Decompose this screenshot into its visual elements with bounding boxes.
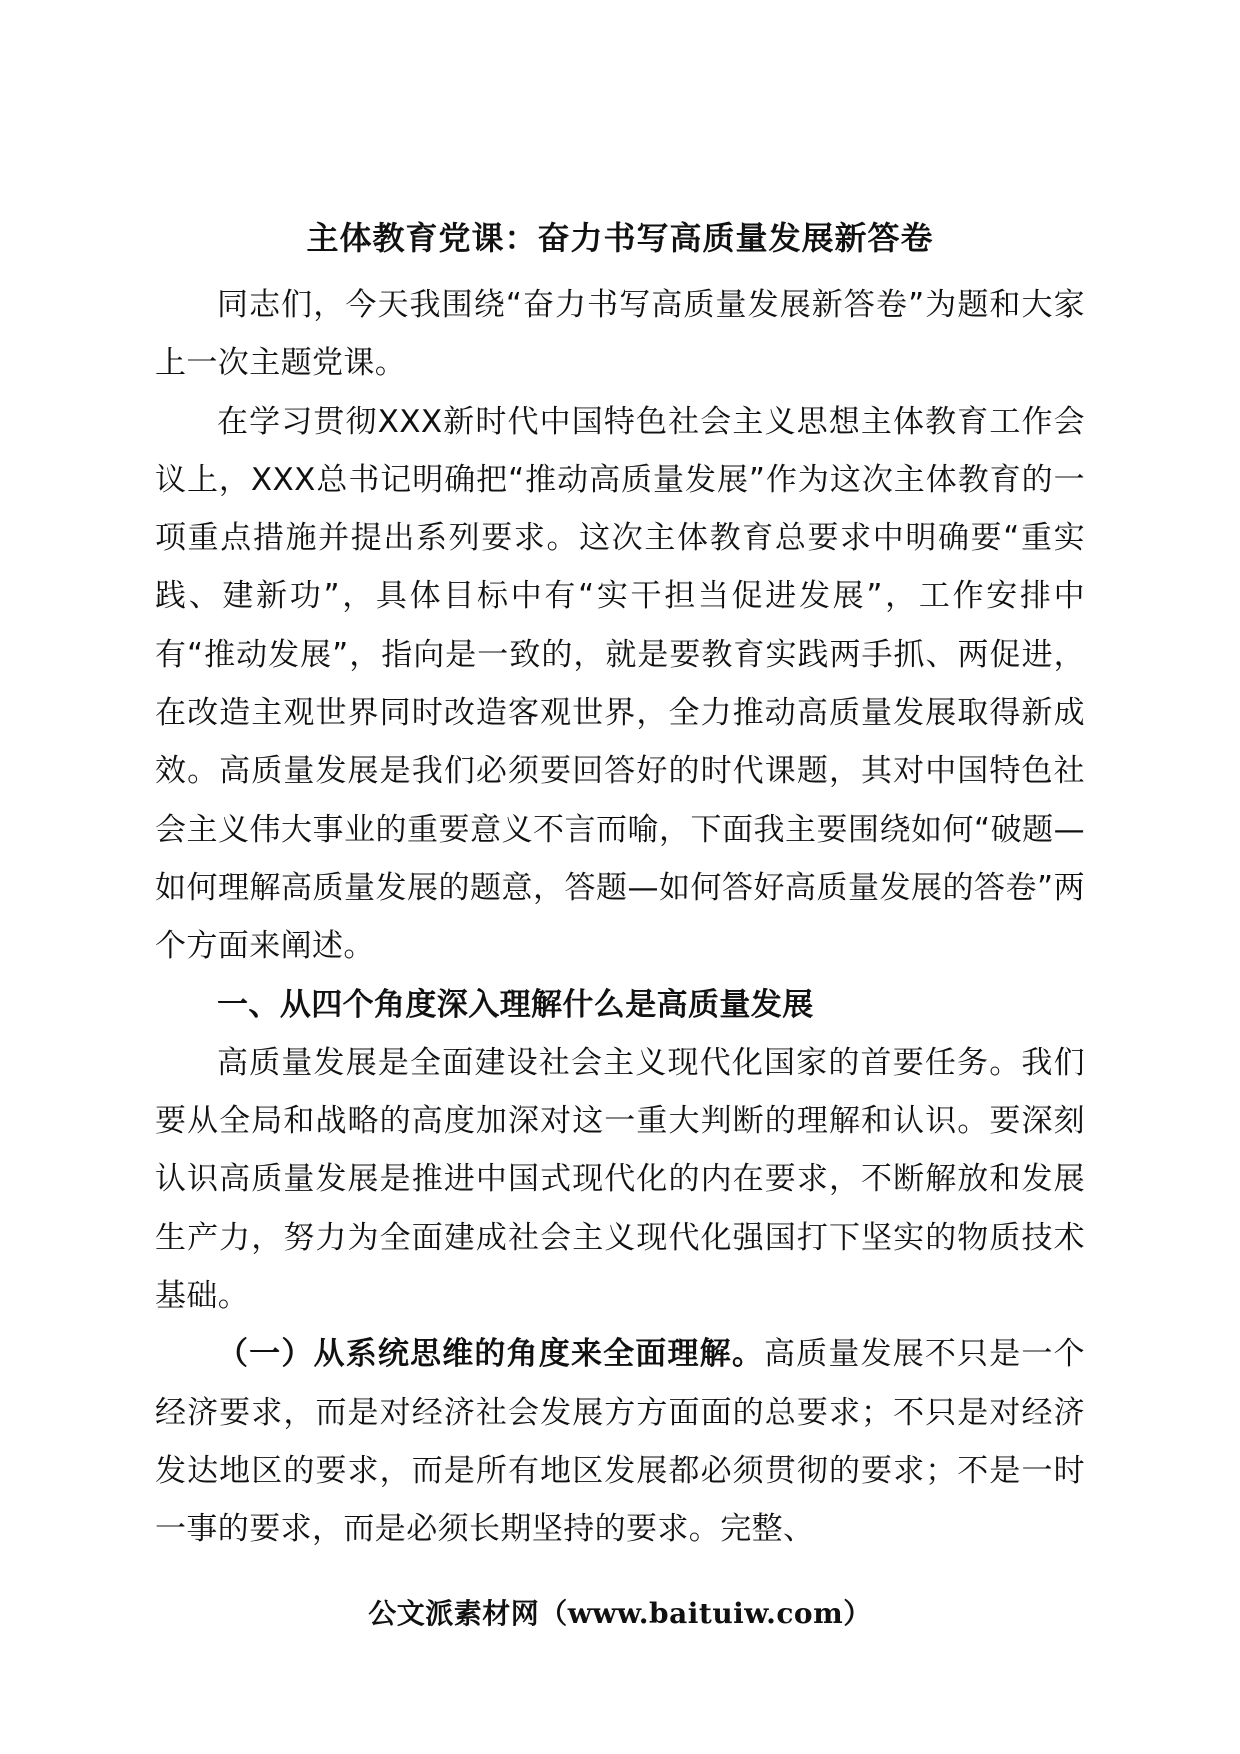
paragraph-opening: 同志们，今天我围绕“奋力书写高质量发展新答卷”为题和大家上一次主题党课。	[155, 287, 1085, 382]
paragraph-subsection-1	[155, 1325, 1085, 1558]
subsection-text: 高质量发展不只是一个经济要求，而是对经济社会发展方方面面的总要求；不只是对经济发达地区的要求，而是所有地区发展都必须贯彻的要求；不是一时一事的要求，而是必须长期坚持的要求。完整、	[155, 1336, 1085, 1548]
section-heading-1: 一、从四个角度深入理解什么是高质量发展	[217, 986, 814, 1023]
subsection-lead: （一）从系统思维的角度来全面理解。	[217, 1336, 764, 1373]
document-body	[155, 276, 1085, 1559]
paragraph-section-intro: 高质量发展是全面建设社会主义现代化国家的首要任务。我们要从全局和战略的高度加深对这一重大判断的理解和认识。要深刻认识高质量发展是推进中国式现代化的内在要求，不断解放和发展生产力，努力为全面建成社会主义现代化强国打下坚实的物质技术基础。	[155, 1044, 1085, 1315]
document-title: 主体教育党课：奋力书写高质量发展新答卷	[306, 219, 934, 257]
paragraph-context: 在学习贯彻XXX新时代中国特色社会主义思想主体教育工作会议上，XXX总书记明确把“推动高质量发展”作为这次主体教育的一项重点措施并提出系列要求。这次主体教育总要求中明确要“重实践、建新功”，具体目标中有“实干担当促进发展”，工作安排中有“推动发展”，指向是一致的，就是要教育实践两手抓、两促进，在改造主观世界同时改造客观世界，全力推动高质量发展取得新成效。高质量发展是我们必须要回答好的时代课题，其对中国特色社会主义伟大事业的重要意义不言而喻，下面我主要围绕如何“破题—如何理解高质量发展的题意，答题—如何答好高质量发展的答卷”两个方面来阐述。	[155, 403, 1085, 965]
page-footer-watermark: 公文派素材网（www.baituiw.com）	[368, 1597, 872, 1630]
